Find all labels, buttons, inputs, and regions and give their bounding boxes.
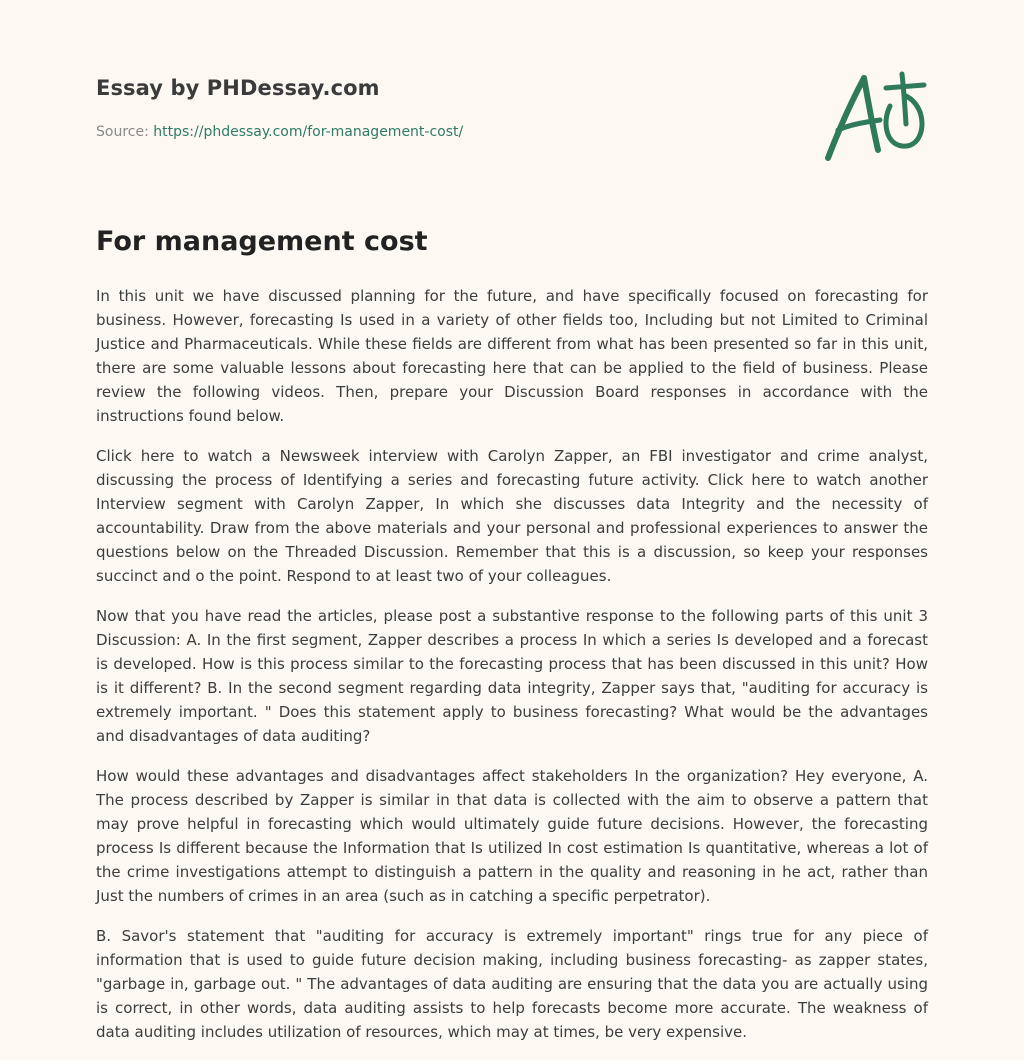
site-brand: Essay by PHDessay.com <box>96 76 380 100</box>
source-label: Source: <box>96 124 149 140</box>
essay-paragraph: B. Savor's statement that "auditing for accuracy is extremely important" rings true for any piece of information that is used to guide future decision making, including business forecasting- as zapper states, "garbage in, garbage out. " The advantages of data auditing are ensuring that the data you are actually using is correct, in other words, data auditing assists to help forecasts become more accurate. The weakness of data auditing includes utilization of resources, which may at times, be very expensive. <box>96 927 928 1041</box>
essay-body <box>96 284 928 1060</box>
essay-paragraph: Now that you have read the articles, please post a substantive response to the following parts of this unit 3 Discussion: A. In the first segment, Zapper describes a process In which a series Is developed and a forecast is developed. How is this process similar to the forecasting process that has been discussed in this unit? How is it different? B. In the second segment regarding data integrity, Zapper says that, "auditing for accuracy is extremely important. " Does this statement apply to business forecasting? What would be the advantages and disadvantages of data auditing? <box>96 607 928 745</box>
source-line <box>96 124 463 140</box>
essay-paragraph: How would these advantages and disadvantages affect stakeholders In the organization? Hey everyone, A. The process described by Zapper is similar in that data is collected with the aim to observe a pattern that may prove helpful in forecasting which would ultimately guide future decisions. However, the forecasting process Is different because the Information that Is utilized In cost estimation Is quantitative, whereas a lot of the crime investigations attempt to distinguish a pattern in the quality and reasoning in he act, rather than Just the numbers of crimes in an area (such as in catching a specific perpetrator). <box>96 767 928 905</box>
essay-paragraph: Click here to watch a Newsweek interview with Carolyn Zapper, an FBI investigator and crime analyst, discussing the process of Identifying a series and forecasting future activity. Click here to watch another Interview segment with Carolyn Zapper, In which she discusses data Integrity and the necessity of accountability. Draw from the above materials and your personal and professional experiences to answer the questions below on the Threaded Discussion. Remember that this is a discussion, so keep your responses succinct and o the point. Respond to at least two of your colleagues. <box>96 447 928 585</box>
a-plus-grade-icon <box>818 66 930 166</box>
source-link[interactable]: https://phdessay.com/for-management-cost/ <box>153 124 464 140</box>
essay-title: For management cost <box>96 226 428 257</box>
essay-paragraph: In this unit we have discussed planning for the future, and have specifically focused on forecasting for business. However, forecasting Is used in a variety of other fields too, Including but not Limited to Criminal Justice and Pharmaceuticals. While these fields are different from what has been presented so far in this unit, there are some valuable lessons about forecasting here that can be applied to the field of business. Please review the following videos. Then, prepare your Discussion Board responses in accordance with the instructions found below. <box>96 287 928 425</box>
